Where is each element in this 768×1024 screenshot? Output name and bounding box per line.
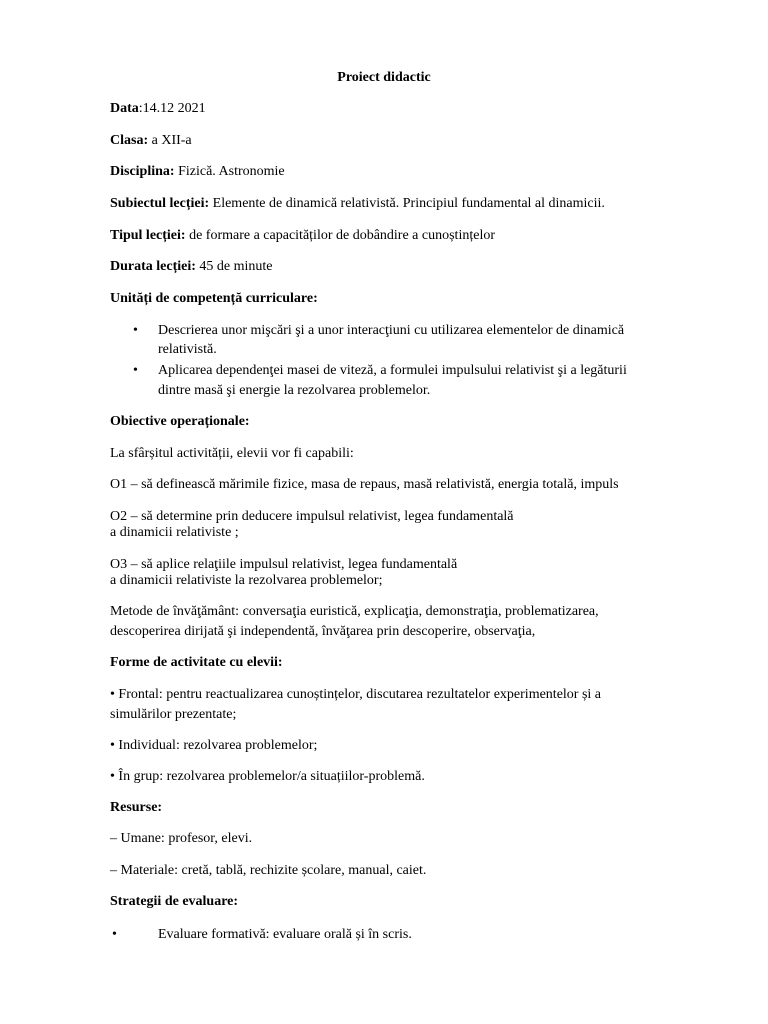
obiective-intro: La sfârșitul activității, elevii vor fi capabili:: [110, 446, 354, 461]
unitati-item-1-line2: relativistă.: [158, 342, 217, 357]
objective-o1: O1 – să definească mărimile fizice, masa de repaus, masă relativistă, energia totală, impuls: [110, 477, 619, 492]
field-subiectul-value: Elemente de dinamică relativistă. Principiul fundamental al dinamicii.: [209, 196, 605, 211]
field-durata: [110, 258, 273, 276]
field-tipul-value: de formare a capacităților de dobândire a cunoștințelor: [185, 228, 495, 243]
field-disciplina-label: Disciplina:: [110, 164, 175, 179]
field-durata-value: 45 de minute: [195, 259, 273, 274]
resurse-umane: – Umane: profesor, elevi.: [110, 831, 253, 846]
field-clasa-value: a XII-a: [148, 133, 192, 148]
forme-frontal-line2: simulărilor prezentate;: [110, 707, 237, 722]
field-subiectul-label: Subiectul lecției:: [110, 196, 210, 211]
objective-o2-line2: a dinamicii relativiste ;: [110, 525, 239, 540]
forme-individual: • Individual: rezolvarea problemelor;: [110, 738, 318, 753]
field-tipul-label: Tipul lecției:: [110, 228, 186, 243]
field-data: [110, 100, 206, 118]
field-clasa: [110, 132, 192, 150]
field-durata-label: Durata lecției:: [110, 259, 196, 274]
document-title: Proiect didactic: [337, 70, 431, 85]
obiective-heading: Obiective operaționale:: [110, 414, 250, 429]
strategii-heading: Strategii de evaluare:: [110, 894, 239, 909]
forme-heading: Forme de activitate cu elevii:: [110, 655, 283, 670]
resurse-materiale: – Materiale: cretă, tablă, rechizite școlare, manual, caiet.: [110, 863, 427, 878]
field-tipul: [110, 227, 495, 245]
objective-o3-line2: a dinamicii relativiste la rezolvarea problemelor;: [110, 573, 383, 588]
resurse-heading: Resurse:: [110, 800, 163, 815]
strategii-item: Evaluare formativă: evaluare orală și în scris.: [158, 927, 412, 942]
forme-grup: • În grup: rezolvarea problemelor/a situațiilor-problemă.: [110, 769, 425, 784]
unitati-item-2-line2: dintre masă şi energie la rezolvarea problemelor.: [158, 383, 431, 398]
field-disciplina: [110, 163, 285, 181]
field-data-value: :14.12 2021: [138, 101, 206, 116]
unitati-item-1-line1: Descrierea unor mişcări şi a unor interacţiuni cu utilizarea elementelor de dinamică: [158, 323, 625, 338]
strategii-bullet: •: [112, 927, 117, 942]
unitati-heading: Unități de competență curriculare:: [110, 291, 318, 306]
unitati-item-2-line1: Aplicarea dependenţei masei de viteză, a formulei impulsului relativist şi a legăturii: [158, 363, 627, 378]
objective-o2-line1: O2 – să determine prin deducere impulsul relativist, legea fundamentală: [110, 509, 514, 524]
metode-line2: descoperirea dirijată şi independentă, învăţarea prin descoperire, observaţia,: [110, 624, 536, 639]
field-data-label: Data: [110, 101, 139, 116]
forme-frontal-line1: • Frontal: pentru reactualizarea cunoștințelor, discutarea rezultatelor experimentelor și a: [110, 687, 602, 702]
bullet-dot: •: [133, 363, 138, 378]
metode-line1: Metode de învăţământ: conversaţia euristică, explicaţia, demonstraţia, problematizarea,: [110, 604, 599, 619]
bullet-dot: •: [133, 323, 138, 338]
field-subiectul: [110, 195, 605, 213]
field-disciplina-value: Fizică. Astronomie: [174, 164, 285, 179]
objective-o3-line1: O3 – să aplice relaţiile impulsul relativist, legea fundamentală: [110, 557, 458, 572]
field-clasa-label: Clasa:: [110, 133, 149, 148]
